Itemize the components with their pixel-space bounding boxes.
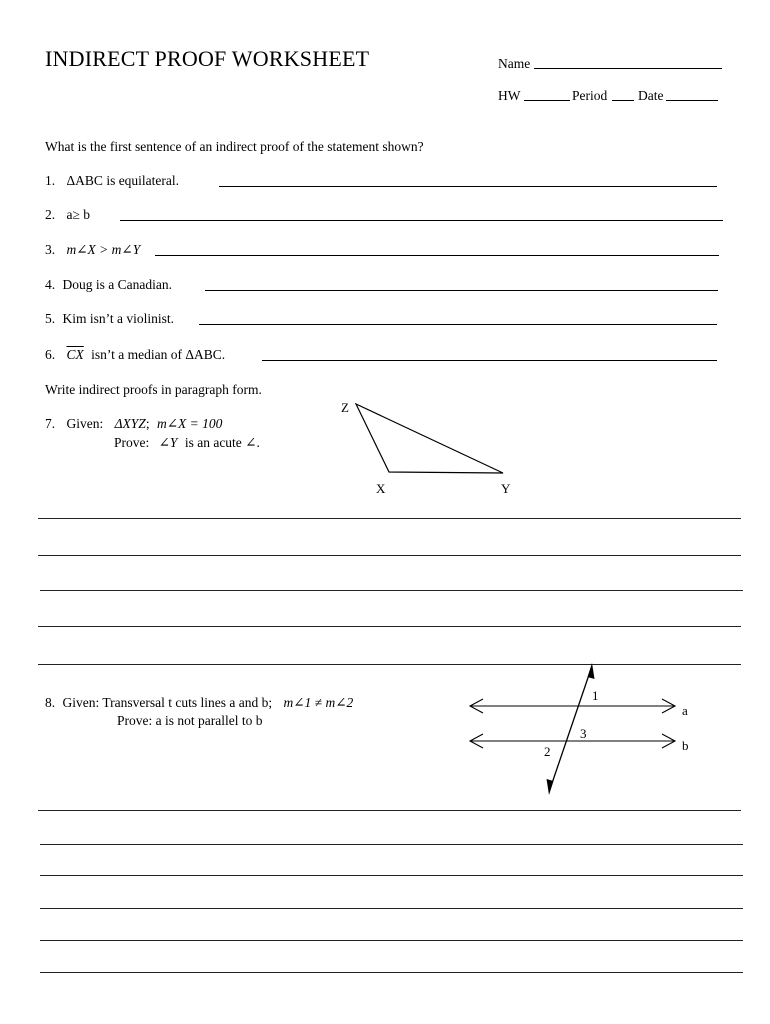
answer-line-8-2[interactable] xyxy=(40,844,743,845)
angle-3-label: 3 xyxy=(580,726,587,741)
hw-label: HW xyxy=(498,88,521,103)
answer-line-8-1[interactable] xyxy=(38,810,741,811)
answer-line-8-5[interactable] xyxy=(40,940,743,941)
given-angle: m∠X = 100 xyxy=(156,416,223,431)
question-text: m∠X > m∠Y xyxy=(66,242,141,257)
question-text: isn’t a median of ΔABC. xyxy=(91,347,226,362)
transversal-top-arrowhead xyxy=(588,663,595,679)
question-text: ΔABC is equilateral. xyxy=(66,173,180,188)
question-number: 4. xyxy=(45,277,56,292)
prove-label: Prove: xyxy=(114,435,150,450)
question-number: 6. xyxy=(45,347,56,362)
instructions-part1: What is the first sentence of an indirect proof of the statement shown? xyxy=(45,139,424,154)
problem-number: 8. xyxy=(45,695,56,710)
question-text: Kim isn’t a violinist. xyxy=(62,311,175,326)
question-text: Doug is a Canadian. xyxy=(62,277,172,292)
prove-angle: ∠Y xyxy=(158,435,178,450)
transversal-bottom-arrowhead xyxy=(547,779,554,795)
given-triangle: ΔXYZ xyxy=(114,416,146,431)
given-label: Given: xyxy=(66,416,104,431)
question-number: 5. xyxy=(45,311,56,326)
page-title: INDIRECT PROOF WORKSHEET xyxy=(45,46,370,71)
question-number: 1. xyxy=(45,173,56,188)
problem-8-prove: Prove: a is not parallel to b xyxy=(117,713,263,728)
answer-line-8-6[interactable] xyxy=(40,972,743,973)
given-text: Given: Transversal t cuts lines a and b; xyxy=(62,695,273,710)
given-math: m∠1 ≠ m∠2 xyxy=(283,695,354,710)
instructions-part2: Write indirect proofs in paragraph form. xyxy=(45,382,262,397)
name-label: Name xyxy=(498,56,531,71)
line-b-label: b xyxy=(682,738,689,753)
prove-text: is an acute ∠. xyxy=(184,435,260,450)
given-separator: ; xyxy=(145,416,150,431)
answer-line-8-3[interactable] xyxy=(40,875,743,876)
answer-line-8-4[interactable] xyxy=(40,908,743,909)
segment-cx: $\overline{CX}$ xyxy=(66,347,84,362)
line-a-label: a xyxy=(682,703,688,718)
period-label: Period xyxy=(572,88,608,103)
question-number: 2. xyxy=(45,207,56,222)
problem-number: 7. xyxy=(45,416,56,431)
vertex-y-label: Y xyxy=(501,481,511,496)
angle-2-label: 2 xyxy=(544,744,551,759)
question-number: 3. xyxy=(45,242,56,257)
date-label: Date xyxy=(638,88,664,103)
question-text: a≥ b xyxy=(66,207,91,222)
angle-1-label: 1 xyxy=(592,688,599,703)
vertex-x-label: X xyxy=(376,481,386,496)
vertex-z-label: Z xyxy=(341,400,349,415)
